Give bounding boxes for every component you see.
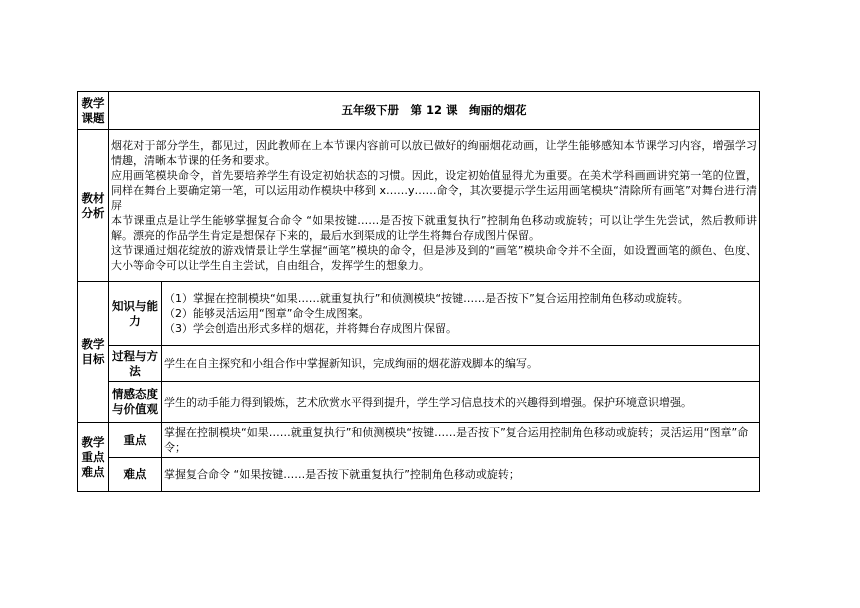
row-goal-process	[78, 346, 760, 382]
emotion-values-label: 情感态度与价值观	[109, 382, 162, 423]
key-point-text: 掌握在控制模块“如果……就重复执行”和侦测模块“按键……是否按下”复合运用控制角色移动或旋转；灵活运用“图章”命令；	[162, 423, 760, 458]
material-paragraph-4: 这节课通过烟花绽放的游戏情景让学生掌握“画笔”模块的命令，但是涉及到的“画笔”模块命令并不全面，如设置画笔的颜色、色度、大小等命令可以让学生自主尝试，自由组合，发挥学生的想象力。	[111, 244, 757, 272]
knowledge-line-3: （3）学会创造出形式多样的烟花，并将舞台存成图片保留。	[164, 322, 457, 335]
topic-label: 教学课题	[78, 92, 109, 130]
teaching-goals-label: 教学目标	[78, 282, 109, 423]
material-paragraph-3: 本节课重点是让学生能够掌握复合命令 “如果按键……是否按下就重复执行”控制角色移动或旋转；可以让学生先尝试，然后教师讲解。漂亮的作品学生肯定是想保存下来的，最后水到渠成的让学生将舞台存成图片保留。	[111, 214, 757, 242]
material-analysis-label: 教材分析	[78, 130, 109, 282]
difficult-point-label: 难点	[109, 458, 162, 492]
difficult-point-text: 掌握复合命令 “如果按键……是否按下就重复执行”控制角色移动或旋转；	[162, 458, 760, 492]
row-difficult-point	[78, 458, 760, 492]
row-topic	[78, 92, 760, 130]
key-difficult-label: 教学重点难点	[78, 423, 109, 492]
knowledge-ability-text	[162, 282, 760, 346]
process-method-text: 学生在自主探究和小组合作中掌握新知识，完成绚丽的烟花游戏脚本的编写。	[162, 346, 760, 382]
material-paragraph-2: 应用画笔模块命令，首先要培养学生有设定初始状态的习惯。因此，设定初始值显得尤为重要。在美术学科画画讲究第一笔的位置，同样在舞台上要确定第一笔，可以运用动作模块中移到 x……y……命令，其次要提示学生运用画笔模块“清除所有画笔”对舞台进行清屏	[111, 169, 757, 212]
material-paragraph-1: 烟花对于部分学生，都见过，因此教师在上本节课内容前可以放已做好的绚丽烟花动画，让学生能够感知本节课学习内容，增强学习情趣，清晰本节课的任务和要求。	[111, 139, 757, 167]
process-method-label: 过程与方法	[109, 346, 162, 382]
material-analysis-text	[109, 130, 760, 282]
knowledge-ability-label: 知识与能力	[109, 282, 162, 346]
key-point-label: 重点	[109, 423, 162, 458]
knowledge-line-1: （1）掌握在控制模块“如果……就重复执行”和侦测模块“按键……是否按下”复合运用控制角色移动或旋转。	[164, 292, 689, 305]
lesson-plan-table	[77, 91, 760, 492]
row-goal-knowledge	[78, 282, 760, 346]
emotion-values-text: 学生的动手能力得到锻炼，艺术欣赏水平得到提升，学生学习信息技术的兴趣得到增强。保护环境意识增强。	[162, 382, 760, 423]
row-key-point	[78, 423, 760, 458]
lesson-title: 五年级下册 第 12 课 绚丽的烟花	[109, 92, 760, 130]
row-material-analysis	[78, 130, 760, 282]
knowledge-line-2: （2）能够灵活运用“图章”命令生成图案。	[164, 307, 370, 320]
row-goal-emotion	[78, 382, 760, 423]
